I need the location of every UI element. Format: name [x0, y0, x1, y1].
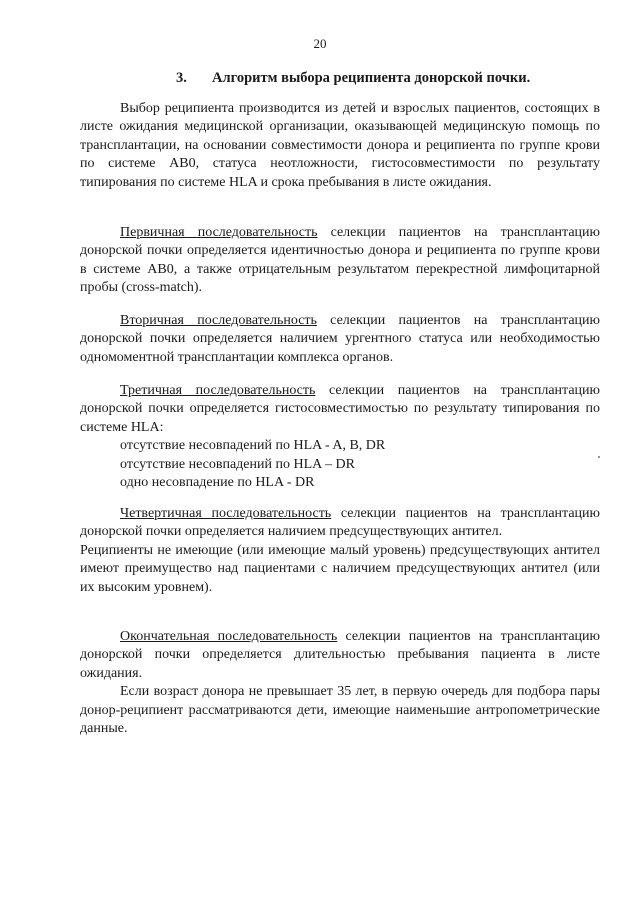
section-heading: [176, 70, 530, 87]
section-title: Алгоритм выбора реципиента донорской почки.: [212, 70, 531, 86]
hla-list-item: отсутствие несовпадений по HLA – DR: [120, 456, 355, 472]
quaternary-text: [80, 505, 600, 542]
page-number: 20: [313, 36, 327, 51]
final-text: [80, 628, 600, 683]
quaternary-note: Реципиенты не имеющие (или имеющие малый уровень) предсуществующих антител имеют преимущество над пациентами с наличием предсуществующих антител (или их высоким уровнем).: [80, 542, 600, 595]
quaternary-paragraph: [80, 505, 600, 597]
quaternary-term: Четвертичная последовательность: [120, 506, 332, 521]
primary-body: селекции пациентов на трансплантацию донорской почки определяется идентичностью донора и реципиента по группе крови в системе АВ0, а также отрицательным результатом перекрестной лимфоцитарной пробы (cross-match).: [80, 225, 600, 296]
final-body: селекции пациентов на трансплантацию донорской почки определяется длительностью пребывания пациента в листе ожидания.: [80, 629, 600, 681]
final-paragraph: [80, 628, 600, 738]
scan-speck: [598, 456, 600, 458]
final-term: Окончательная последовательность: [120, 629, 338, 644]
hla-list-item: отсутствие несовпадений по HLA - A, B, DR: [120, 438, 386, 454]
secondary-term: Вторичная последовательность: [120, 313, 317, 328]
primary-paragraph: [80, 224, 600, 298]
tertiary-paragraph: [80, 382, 600, 492]
tertiary-text: [80, 382, 600, 437]
final-note: Если возраст донора не превышает 35 лет, в первую очередь для подбора пары донор-реципиент рассматриваются дети, имеющие наименьшие антропометрические данные.: [80, 684, 600, 737]
secondary-paragraph: [80, 312, 600, 367]
hla-list-item: одно несовпадение по HLA - DR: [120, 475, 315, 491]
quaternary-body: селекции пациентов на трансплантацию донорской почки определяется наличием предсуществующих антител.: [80, 506, 600, 540]
primary-term: Первичная последовательность: [120, 225, 318, 240]
intro-paragraph: [80, 100, 600, 192]
primary-text: [80, 224, 600, 298]
secondary-body: селекции пациентов на трансплантацию донорской почки определяется наличием ургентного статуса или необходимостью одномоментной трансплантации комплекса органов.: [80, 313, 600, 365]
secondary-text: [80, 312, 600, 367]
section-number: 3.: [176, 70, 187, 86]
tertiary-term: Третичная последовательность: [120, 383, 316, 398]
intro-text: Выбор реципиента производится из детей и взрослых пациентов, состоящих в листе ожидания медицинской организации, оказывающей медицинскую помощь по трансплантации, на основании совместимости донора и реципиента по группе крови по системе АВ0, статуса неотложности, гистосовместимости по результату типирования по системе HLA и срока пребывания в листе ожидания.: [80, 101, 600, 190]
tertiary-body: селекции пациентов на трансплантацию донорской почки определяется гистосовместимостью по результату типирования по системе HLA:: [80, 383, 600, 435]
